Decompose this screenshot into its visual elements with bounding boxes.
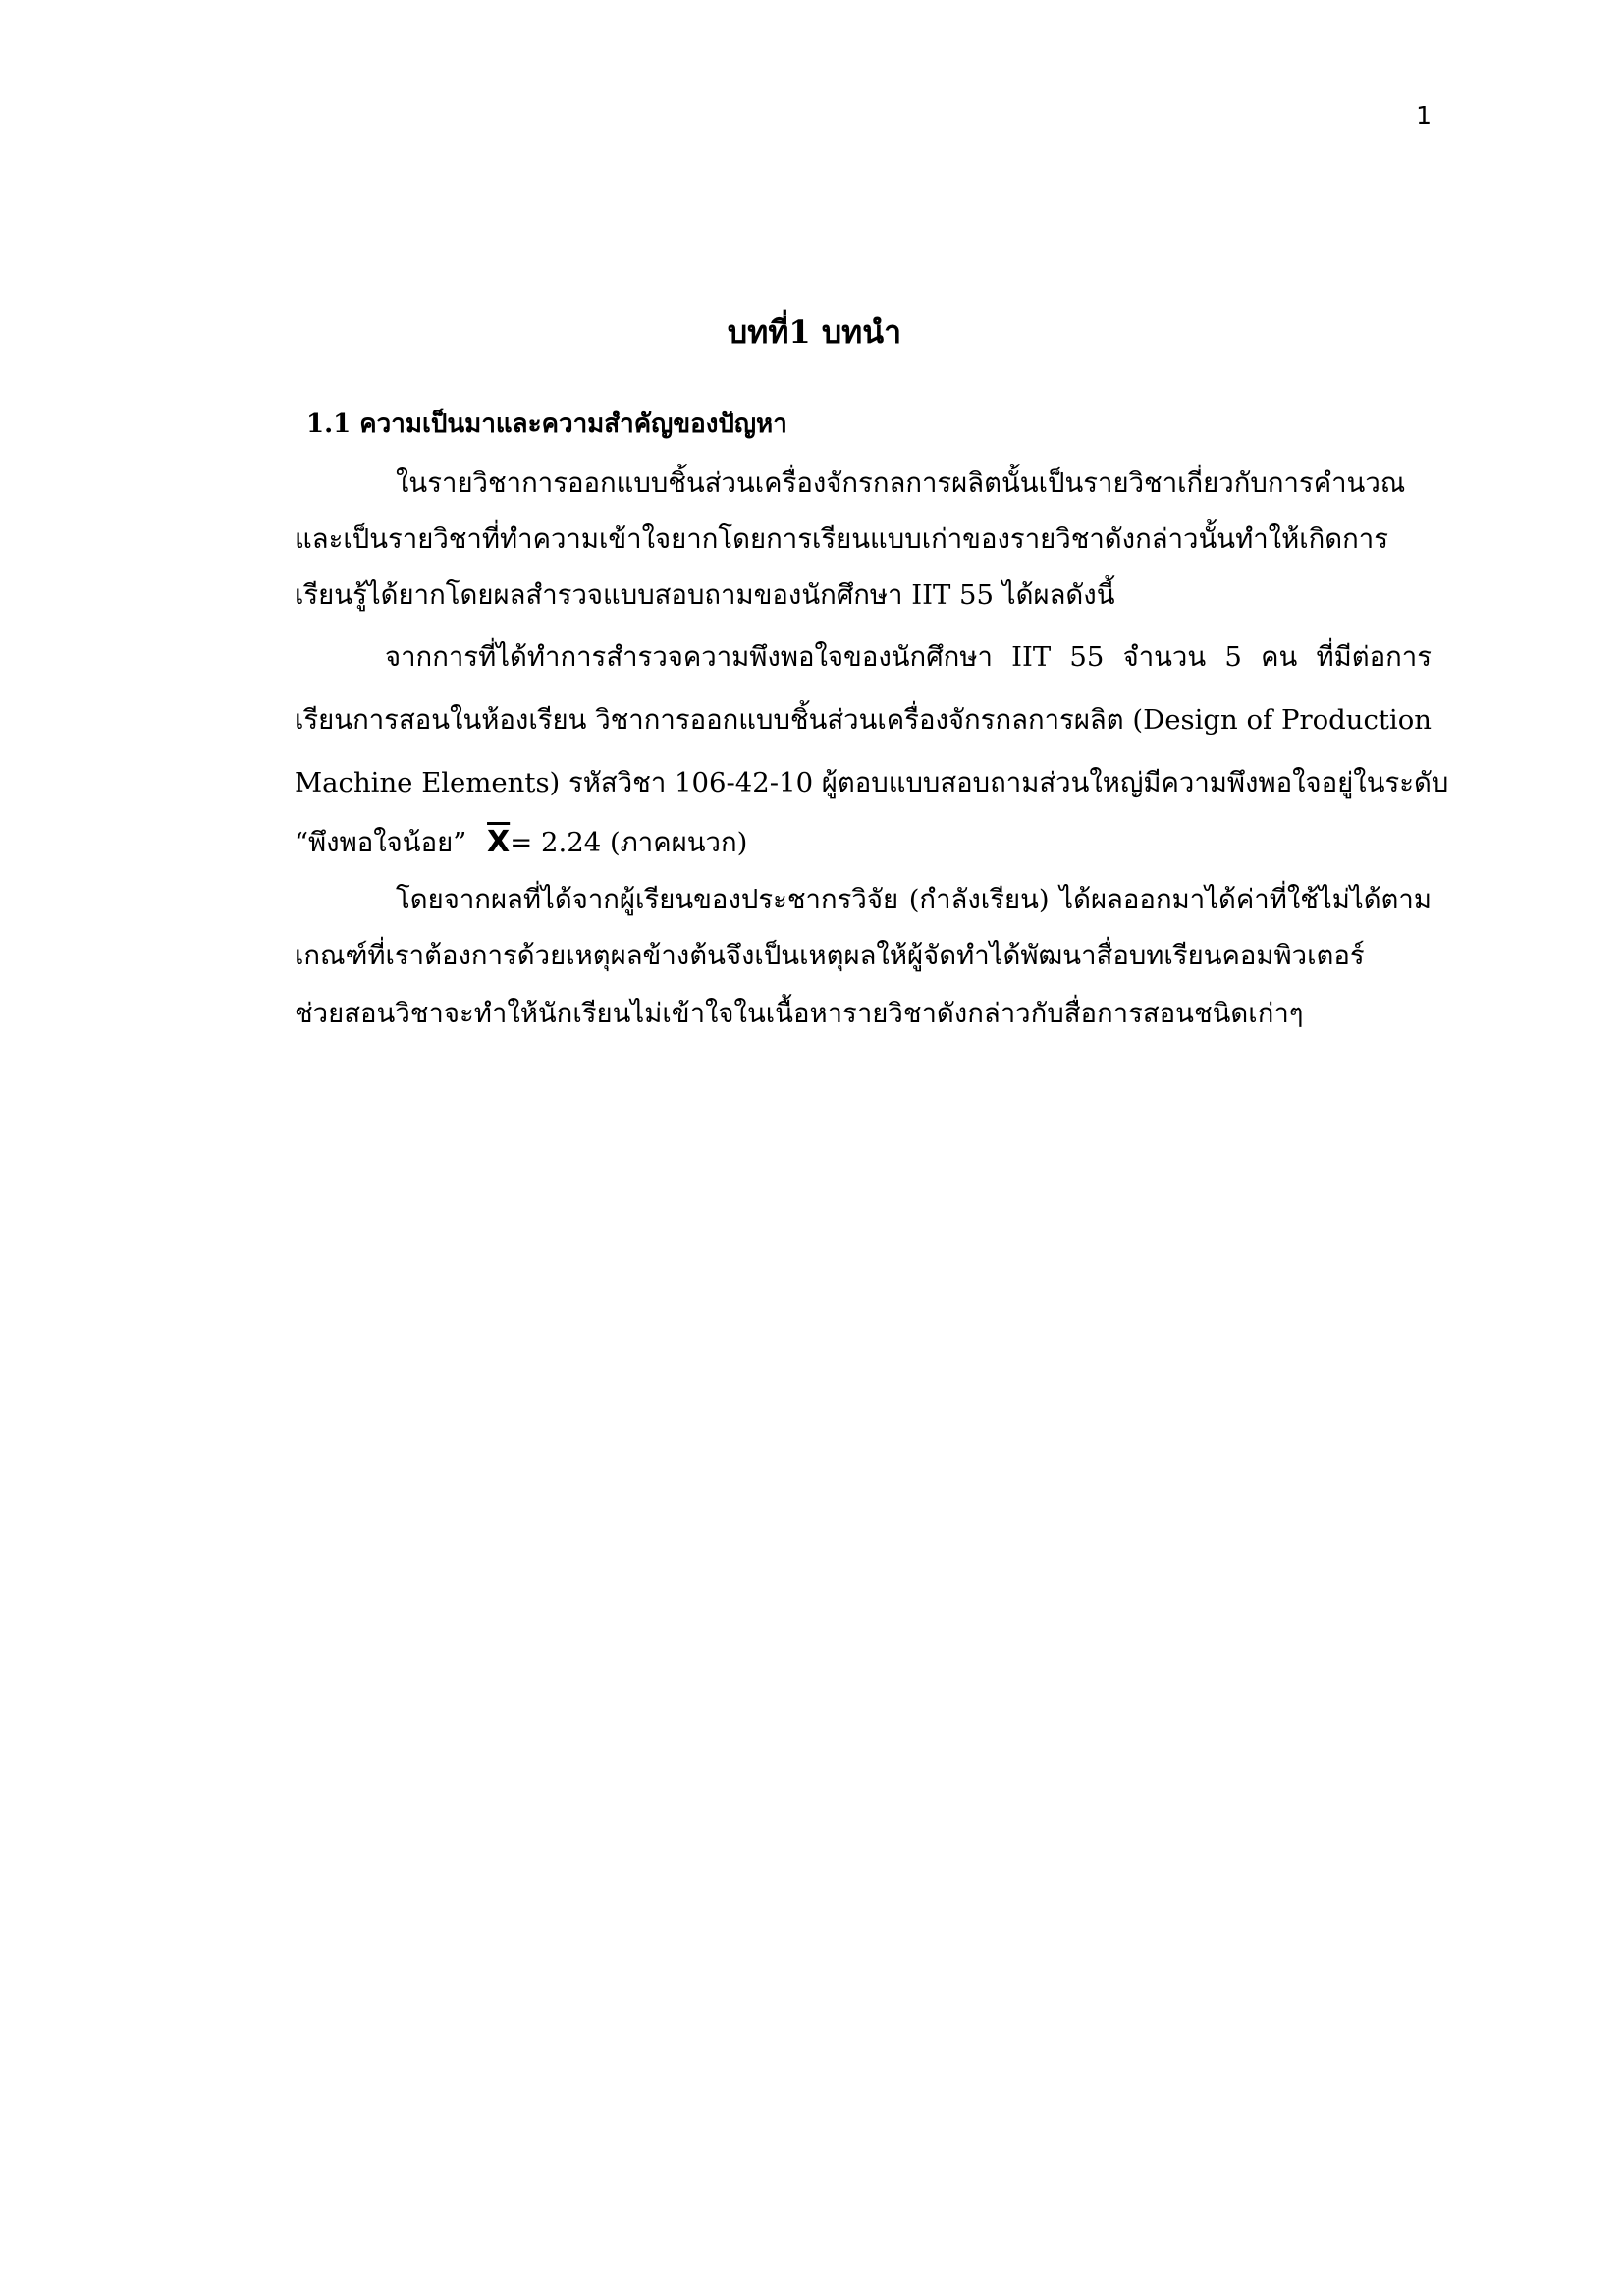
paragraph-3-line-3: ช่วยสอนวิชาจะทำให้นักเรียนไม่เข้าใจในเนื้อหารายวิชาดังกล่าวกับสื่อการสอนชนิดเก่าๆ bbox=[295, 998, 1304, 1029]
paragraph-2-line-2: เรียนการสอนในห้องเรียน วิชาการออกแบบชิ้นส่วนเครื่องจักรกลการผลิต (Design of Production bbox=[295, 704, 1432, 736]
paragraph-2-line-3: Machine Elements) รหัสวิชา 106-42-10 ผู้ตอบแบบสอบถามส่วนใหญ่มีความพึงพอใจอยู่ในระดับ bbox=[295, 767, 1449, 798]
mean-value: = 2.24 (ภาคผนวก) bbox=[510, 827, 748, 858]
paragraph-1-line-3: เรียนรู้ได้ยากโดยผลสำรวจแบบสอบถามของนักศึกษา IIT 55 ได้ผลดังนี้ bbox=[295, 579, 1115, 611]
paragraph-2-line-1: จากการที่ได้ทำการสำรวจความพึงพอใจของนักศึกษา IIT 55 จำนวน 5 คน ที่มีต่อการ bbox=[385, 641, 1432, 673]
paragraph-3-line-1: โดยจากผลที่ได้จากผู้เรียนของประชากรวิจัย (กำลังเรียน) ได้ผลออกมาได้ค่าที่ใช้ไม่ได้ตาม bbox=[396, 884, 1432, 915]
chapter-title: บทที่1 บทนำ bbox=[727, 313, 902, 351]
paragraph-1-line-2: และเป็นรายวิชาที่ทำความเข้าใจยากโดยการเรียนแบบเก่าของรายวิชาดังกล่าวนั้นทำให้เกิดการ bbox=[295, 523, 1388, 555]
satisfaction-level-quote: “พึงพอใจน้อย” bbox=[295, 827, 467, 858]
paragraph-2-line-4 bbox=[295, 821, 1432, 864]
section-heading: 1.1 ความเป็นมาและความสำคัญของปัญหา bbox=[306, 410, 787, 439]
page-number: 1 bbox=[1416, 101, 1432, 130]
mean-symbol-xbar: $\overline{X}$ bbox=[487, 825, 511, 859]
paragraph-3-line-2: เกณฑ์ที่เราต้องการด้วยเหตุผลข้างต้นจึงเป็นเหตุผลให้ผู้จัดทำได้พัฒนาสื่อบทเรียนคอมพิวเตอร์ bbox=[295, 940, 1365, 971]
paragraph-1-line-1: ในรายวิชาการออกแบบชิ้นส่วนเครื่องจักรกลการผลิตนั้นเป็นรายวิชาเกี่ยวกับการคำนวณ bbox=[396, 467, 1406, 499]
